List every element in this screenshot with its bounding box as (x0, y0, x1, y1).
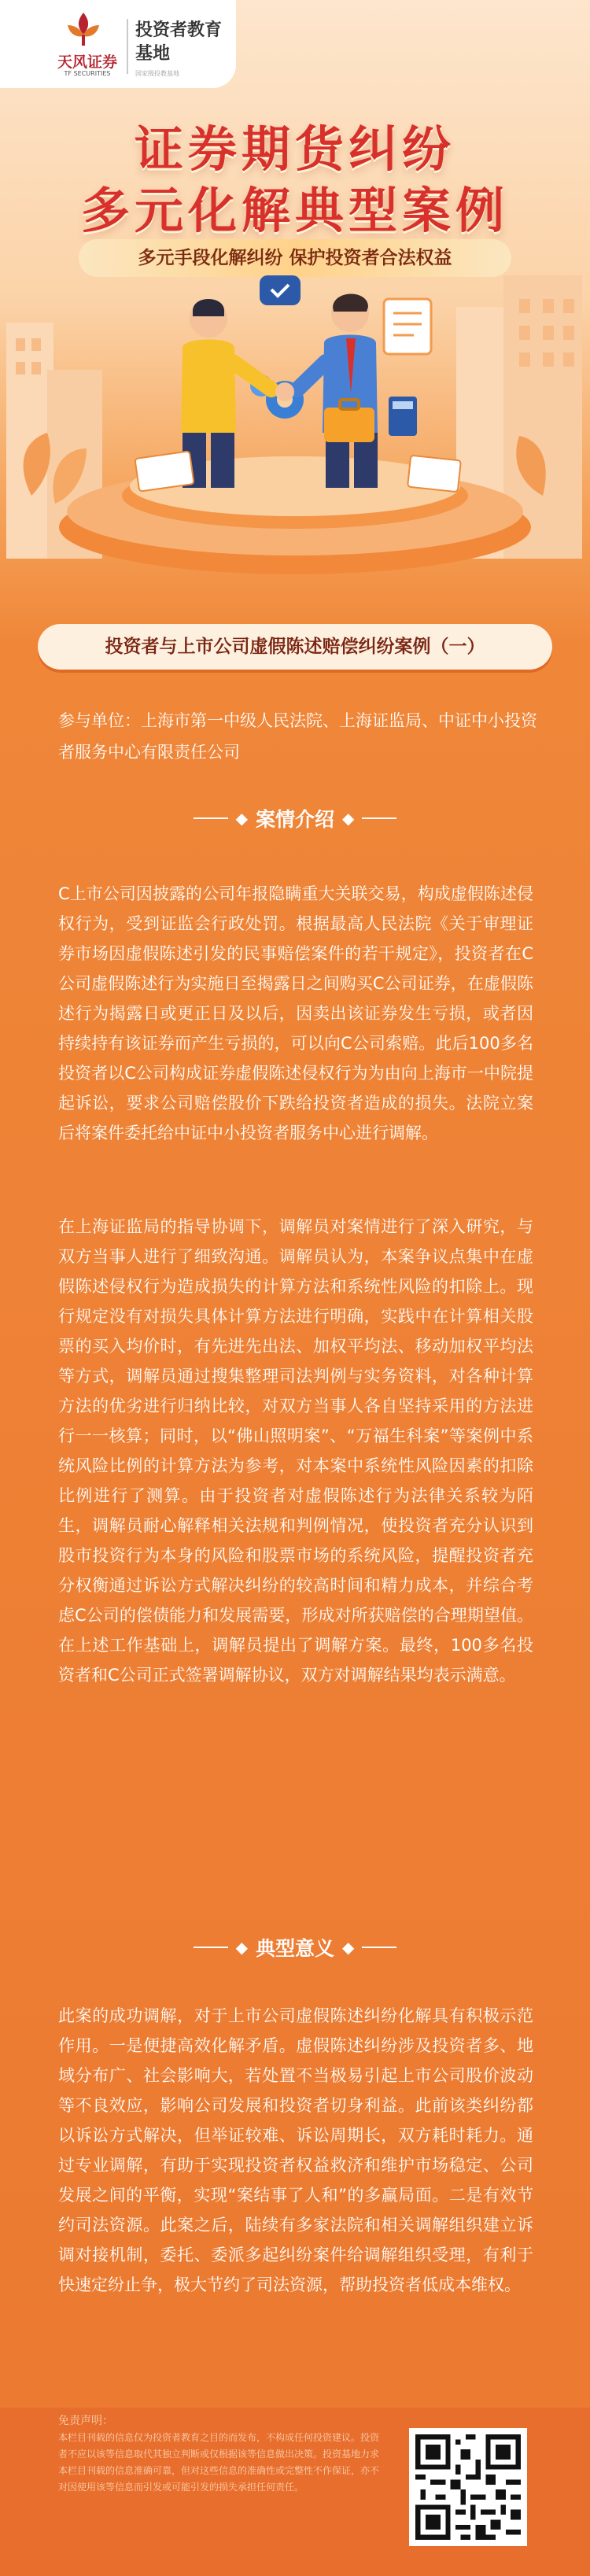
section-heading-case-intro (0, 803, 590, 834)
handshake-illustration (0, 275, 590, 590)
hero-subtitle: 多元手段化解纠纷 保护投资者合法权益 (79, 239, 511, 277)
channel-title: 投资者教育基地 (135, 20, 223, 64)
section-title: 案情介绍 (255, 808, 334, 831)
diamond-icon: ◆ (235, 1938, 248, 1957)
case-title: 投资者与上市公司虚假陈述赔偿纠纷案例（一） (38, 624, 552, 670)
logo-divider (127, 19, 128, 74)
diamond-icon: ◆ (342, 1938, 355, 1957)
qr-code[interactable] (409, 2428, 527, 2546)
section-title: 典型意义 (255, 1937, 334, 1960)
significance-paragraph: 此案的成功调解，对于上市公司虚假陈述纠纷化解具有积极示范作用。一是便捷高效化解矛盾。虚假陈述纠纷涉及投资者多、地域分布广、社会影响大，若处置不当极易引起上市公司股价波动等不良效应，影响公司发展和投资者切身利益。此前该类纠纷都以诉讼方式解决，但举证较难、诉讼周期长，双方耗时耗力。通过专业调解，有助于实现投资者权益救济和维护市场稳定、公司发展之间的平衡，实现“案结事了人和”的多赢局面。二是有效节约司法资源。此案之后，陆续有多家法院和相关调解组织建立诉调对接机制，委托、委派多起纠纷案件给调解组织受理，有利于快速定纷止争，极大节约了司法资源，帮助投资者低成本维权。 (58, 2006, 533, 2294)
disclaimer-title: 免责声明： (58, 2415, 113, 2427)
channel-subtitle: 国家级投教基地 (135, 70, 179, 77)
participants: 参与单位：上海市第一中级人民法院、上海证监局、中证中小投资者服务中心有限责任公司 (58, 711, 537, 762)
diamond-icon: ◆ (235, 809, 248, 828)
divider-line (194, 1947, 228, 1948)
hero-title-line1: 证券期货纠纷 (134, 120, 455, 178)
qr-code-icon (415, 2434, 521, 2540)
section-heading-significance (0, 1932, 590, 1963)
case-intro-paragraph-1: C上市公司因披露的公司年报隐瞒重大关联交易，构成虚假陈述侵权行为，受到证监会行政处罚。根据最高人民法院《关于审理证券市场因虚假陈述引发的民事赔偿案件的若干规定》，投资者在C公司虚假陈述行为实施日至揭露日之间购买C公司证券，在虚假陈述行为揭露日或更正日及以后，因卖出该证券发生亏损，或者因持续持有该证券而产生亏损的，可以向C公司索赔。此后100多名投资者以C公司构成证券虚假陈述侵权行为为由向上海市一中院提起诉讼，要求公司赔偿股价下跌给投资者造成的损失。法院立案后将案件委托给中证中小投资者服务中心进行调解。 (58, 884, 533, 1142)
diamond-icon: ◆ (342, 809, 355, 828)
case-intro-paragraph-2: 在上海证监局的指导协调下，调解员对案情进行了深入研究，与双方当事人进行了细致沟通。调解员认为，本案争议点集中在虚假陈述侵权行为造成损失的计算方法和系统性风险的扣除上。现行规定没有对损失具体计算方法进行明确，实践中在计算相关股票的买入均价时，有先进先出法、加权平均法、移动加权平均法等方式，调解员通过搜集整理司法判例与实务资料，对各种计算方法的优劣进行归纳比较，对双方当事人各自坚持采用的方法进行一一核算；同时，以“佛山照明案”、“万福生科案”等案例中系统风险比例的计算方法为参考，对本案中系统性风险因素的扣除比例进行了测算。由于投资者对虚假陈述行为法律关系较为陌生，调解员耐心解释相关法规和判例情况，使投资者充分认识到股市投资行为本身的风险和股票市场的系统风险，提醒投资者充分权衡通过诉讼方式解决纠纷的较高时间和精力成本，并综合考虑C公司的偿债能力和发展需要，形成对所获赔偿的合理期望值。在上述工作基础上，调解员提出了调解方案。最终，100多名投资者和C公司正式签署调解协议，双方对调解结果均表示满意。 (58, 1217, 533, 1685)
tf-securities-logo-icon (65, 11, 102, 47)
disclaimer-text: 本栏目刊载的信息仅为投资者教育之目的而发布，不构成任何投资建议。投资者不应以该等信息取代其独立判断或仅根据该等信息做出决策。投资基地力求本栏目刊载的信息准确可靠，但对这些信息的准确性或完整性不作保证，亦不对因使用该等信息而引发或可能引发的损失承担任何责任。 (58, 2432, 380, 2493)
brand-name: 天风证券 (57, 54, 117, 71)
divider-line (362, 1947, 396, 1948)
divider-line (194, 817, 228, 819)
hero-title-line2: 多元化解典型案例 (80, 182, 509, 239)
brand-name-en: TF SECURITIES (64, 70, 111, 77)
divider-line (362, 817, 396, 819)
